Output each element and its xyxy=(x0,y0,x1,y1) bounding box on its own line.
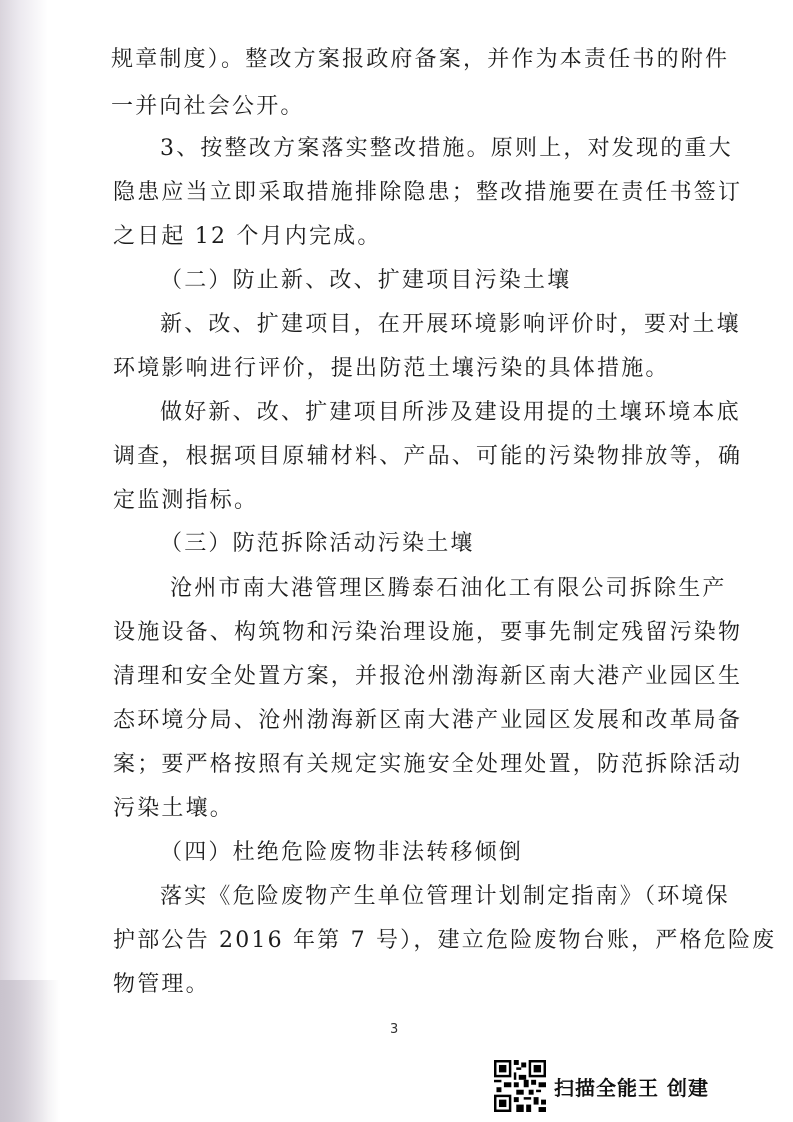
body-line: 之日起 12 个月内完成。 xyxy=(113,224,382,249)
body-line: 护部公告 2016 年第 7 号），建立危险废物台账，严格危险废 xyxy=(113,928,777,953)
body-line: 环境影响进行评价，提出防范土壤污染的具体措施。 xyxy=(113,356,670,381)
section-heading: （二）防止新、改、扩建项目污染土壤 xyxy=(160,268,572,293)
scan-edge-shadow-bottom xyxy=(0,980,60,1122)
body-line: 态环境分局、沧州渤海新区南大港产业园区发展和改革局备 xyxy=(113,708,743,733)
body-line: 清理和安全处置方案，并报沧州渤海新区南大港产业园区生 xyxy=(113,664,743,689)
body-line: 物管理。 xyxy=(113,972,210,997)
page-number: 3 xyxy=(390,1022,399,1037)
body-line: 一并向社会公开。 xyxy=(111,94,305,119)
body-line: 做好新、改、扩建项目所涉及建设用提的土壤环境本底 xyxy=(160,400,741,425)
body-line: 落实《危险废物产生单位管理计划制定指南》（环境保 xyxy=(160,884,730,909)
body-line: 隐患应当立即采取措施排除隐患；整改措施要在责任书签订 xyxy=(113,180,743,205)
scan-edge-shadow xyxy=(0,0,48,1122)
body-line: 沧州市南大港管理区腾泰石油化工有限公司拆除生产 xyxy=(170,576,727,601)
watermark-text: 扫描全能王 创建 xyxy=(554,1075,709,1100)
qr-code-icon xyxy=(494,1060,546,1112)
scanner-watermark xyxy=(494,1058,709,1114)
body-line: 污染土壤。 xyxy=(113,796,235,821)
body-line: 设施设备、构筑物和污染治理设施，要事先制定残留污染物 xyxy=(113,620,743,645)
body-line: 调查，根据项目原辅材料、产品、可能的污染物排放等，确 xyxy=(113,444,743,469)
section-heading: （三）防范拆除活动污染土壤 xyxy=(160,531,475,556)
section-heading: （四）杜绝危险废物非法转移倾倒 xyxy=(160,840,524,865)
body-line: 新、改、扩建项目，在开展环境影响评价时，要对土壤 xyxy=(160,312,741,337)
body-line: 案；要严格按照有关规定实施安全处理处置，防范拆除活动 xyxy=(113,752,743,777)
body-line: 定监测指标。 xyxy=(113,488,259,513)
body-line: 规章制度）。整改方案报政府备案，并作为本责任书的附件 xyxy=(111,47,730,72)
body-line: 3、按整改方案落实整改措施。原则上，对发现的重大 xyxy=(160,136,733,161)
